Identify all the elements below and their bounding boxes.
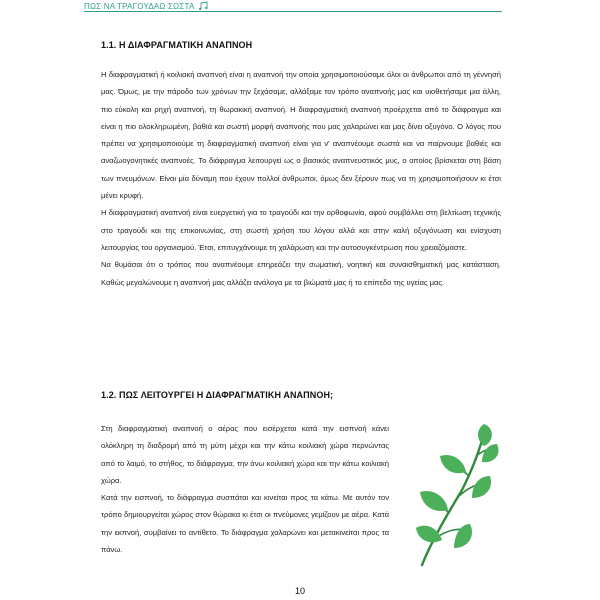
plant-branch-icon — [402, 420, 502, 570]
running-title: ΠΩΣ ΝΑ ΤΡΑΓΟΥΔΑΩ ΣΩΣΤΑ — [84, 1, 195, 11]
section-heading-2: 1.2. ΠΩΣ ΛΕΙΤΟΥΡΓΕΙ Η ΔΙΑΦΡΑΓΜΑΤΙΚΗ ΑΝΑΠΝΟΗ; — [101, 390, 334, 400]
section-1-body — [101, 66, 501, 291]
page-number: 10 — [294, 586, 305, 596]
section-2-paragraph: Στη διαφραγματική αναπνοή ο αέρας που εισέρχεται κατά την εισπνοή κάνει ολόκληρη τη διαδρομή από τη μύτη μέχρι και την κάτω κοιλιακή χώρα περνώντας από το λαιμό, το στήθος, το διάφραγμα, την άνω κοιλιακή χώρα και την κάτω κοιλιακή χώρα. — [101, 424, 389, 485]
section-1-paragraph: Η διαφραγματική ή κοιλιακή αναπνοή είναι η αναπνοή την οποία χρησιμοποιούσαμε όλοι οι άνθρωποι από τη γέννησή μας. Όμως, με την πάροδο των χρόνων την ξεχάσαμε, αλλάξαμε τον τρόπο αναπνοής μας και υιοθετήσαμε μια άλλη, πιο εύκολη και ρηχή αναπνοή, τη θωρακική αναπνοή. Η διαφραγματική αναπνοή προέρχεται από το διάφραγμα και είναι η πιο ολοκληρωμένη, βαθιά και σωστή μορφή αναπνοής που μας χαλαρώνει και μας δίνει οξυγόνο. Ο λόγος που πρέπει να χρησιμοποιούμε τη διαφραγματική αναπνοή είναι για ν' αναπνέουμε σωστά και να παίρνουμε βαθιές και αναζωογονητικές αναπνοές. Το διάφραγμα λειτουργεί ως ο βασικός αναπνευστικός μυς, ο οποίος βρίσκεται στη βάση των πνευμόνων. Είναι μία δύναμη που έχουν πολλοί άνθρωποι, όμως δεν ξέρουν πως να τη χρησιμοποιήσουν κι έτσι μένει κρυφή. — [101, 70, 501, 201]
section-1-paragraph: Να θυμάσαι ότι ο τρόπος που αναπνέουμε επηρεάζει την σωματική, νοητική και συναισθηματική μας κατάσταση. Καθώς μεγαλώνουμε η αναπνοή μας αλλάζει ανάλογα με τα βιώματά μας ή το επίπεδο της υγείας μας. — [101, 260, 501, 287]
section-heading-1: 1.1. Η ΔΙΑΦΡΑΓΜΑΤΙΚΗ ΑΝΑΠΝΟΗ — [101, 40, 253, 50]
section-1-paragraph: Η διαφραγματική αναπνοή είναι ευεργετική για το τραγούδι και την ορθοφωνία, αφού συμβάλλει στη βελτίωση τεχνικής στο τραγούδι και της επικοινωνίας, στη σωστή χρήση του λόγου αλλά και στην καλή οξυγόνωση και ενίσχυση λειτουργίας του οργανισμού. Έτσι, επιτυγχάνουμε τη χαλάρωση και την αυτοσυγκέντρωση που χρειαζόμαστε. — [101, 208, 501, 252]
header-rule — [84, 11, 502, 12]
section-2-paragraph: Κατά την εισπνοή, το διάφραγμα συσπάται και κινείται προς τα κάτω. Με αυτόν τον τρόπο δημιουργείται χώρος στον θώρακα κι έτσι οι πνεύμονες γεμίζουν με αέρα. Κατά την εκπνοή, συμβαίνει το αντίθετο. Το διάφραγμα χαλαρώνει και μετακινείται προς τα πάνω. — [101, 493, 389, 555]
section-2-body — [101, 420, 389, 558]
music-note-icon — [198, 1, 208, 11]
